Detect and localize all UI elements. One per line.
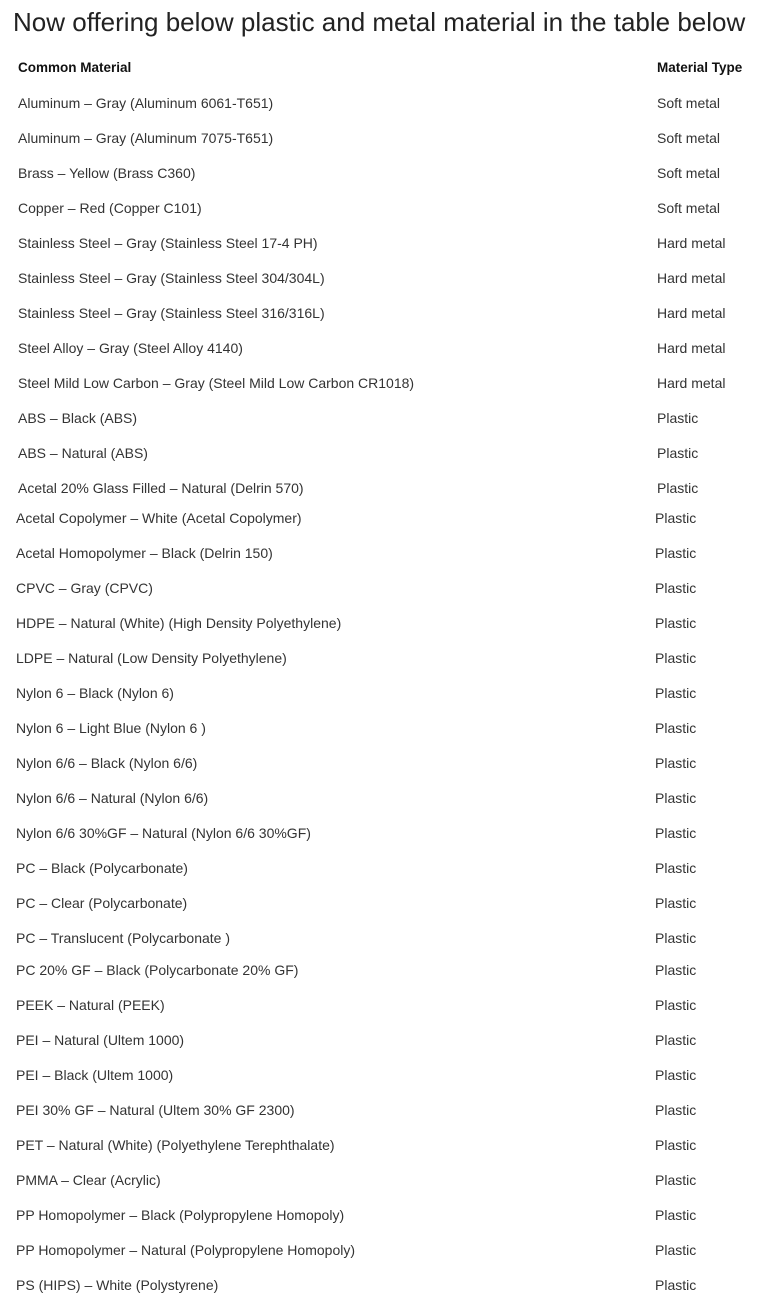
- material-name-cell: Nylon 6/6 – Natural (Nylon 6/6): [16, 790, 209, 806]
- material-type-cell: Plastic: [655, 1207, 697, 1223]
- table-row: [0, 476, 758, 500]
- table-row: [0, 611, 758, 635]
- table-row: [0, 506, 758, 530]
- material-type-cell: Plastic: [655, 825, 697, 841]
- table-row: [0, 1133, 758, 1157]
- table-row: [0, 1168, 758, 1192]
- material-name-cell: Aluminum – Gray (Aluminum 6061-T651): [18, 95, 274, 111]
- material-type-cell: Plastic: [657, 480, 699, 496]
- material-type-cell: Plastic: [655, 755, 697, 771]
- material-name-cell: CPVC – Gray (CPVC): [16, 580, 153, 596]
- material-name-cell: Stainless Steel – Gray (Stainless Steel 316/316L): [18, 305, 325, 321]
- material-name-cell: Acetal Copolymer – White (Acetal Copolymer): [16, 510, 302, 526]
- table-row: [0, 1203, 758, 1227]
- material-type-cell: Soft metal: [657, 200, 721, 216]
- material-type-cell: Plastic: [655, 1172, 697, 1188]
- table-row: [0, 1063, 758, 1087]
- material-type-cell: Plastic: [655, 930, 697, 946]
- material-name-cell: ABS – Natural (ABS): [18, 445, 148, 461]
- table-row: [0, 196, 758, 220]
- table-row: [0, 856, 758, 880]
- material-name-cell: PP Homopolymer – Black (Polypropylene Homopoly): [16, 1207, 345, 1223]
- material-name-cell: PS (HIPS) – White (Polystyrene): [16, 1277, 219, 1293]
- table-header: [0, 56, 758, 80]
- table-row: [0, 231, 758, 255]
- material-type-cell: Hard metal: [657, 340, 726, 356]
- material-name-cell: PET – Natural (White) (Polyethylene Terephthalate): [16, 1137, 335, 1153]
- table-row: [0, 716, 758, 740]
- material-name-cell: Nylon 6 – Black (Nylon 6): [16, 685, 174, 701]
- material-name-cell: Acetal Homopolymer – Black (Delrin 150): [16, 545, 273, 561]
- material-type-cell: Plastic: [655, 1032, 697, 1048]
- table-row: [0, 891, 758, 915]
- material-name-cell: PEEK – Natural (PEEK): [16, 997, 165, 1013]
- material-type-cell: Hard metal: [657, 270, 726, 286]
- table-row: [0, 751, 758, 775]
- table-row: [0, 646, 758, 670]
- material-name-cell: Nylon 6 – Light Blue (Nylon 6 ): [16, 720, 206, 736]
- material-type-cell: Plastic: [655, 720, 697, 736]
- header-material-type: Material Type: [657, 60, 743, 75]
- table-row: [0, 1273, 758, 1297]
- table-row: [0, 126, 758, 150]
- table-row: [0, 301, 758, 325]
- material-type-cell: Plastic: [655, 1102, 697, 1118]
- material-type-cell: Hard metal: [657, 305, 726, 321]
- material-name-cell: LDPE – Natural (Low Density Polyethylene): [16, 650, 287, 666]
- material-type-cell: Plastic: [655, 790, 697, 806]
- material-type-cell: Plastic: [657, 410, 699, 426]
- page-title: Now offering below plastic and metal material in the table below: [13, 7, 746, 37]
- table-row: [0, 266, 758, 290]
- material-type-cell: Soft metal: [657, 165, 721, 181]
- material-type-cell: Plastic: [655, 615, 697, 631]
- table-row: [0, 958, 758, 982]
- material-name-cell: Steel Alloy – Gray (Steel Alloy 4140): [18, 340, 243, 356]
- material-name-cell: PMMA – Clear (Acrylic): [16, 1172, 161, 1188]
- material-type-cell: Plastic: [655, 860, 697, 876]
- table-row: [0, 1098, 758, 1122]
- material-type-cell: Hard metal: [657, 235, 726, 251]
- material-name-cell: Stainless Steel – Gray (Stainless Steel 17-4 PH): [18, 235, 318, 251]
- material-name-cell: Nylon 6/6 30%GF – Natural (Nylon 6/6 30%GF): [16, 825, 311, 841]
- table-row: [0, 161, 758, 185]
- material-type-cell: Plastic: [655, 1137, 697, 1153]
- material-type-cell: Soft metal: [657, 130, 721, 146]
- table-row: [0, 441, 758, 465]
- material-name-cell: PC 20% GF – Black (Polycarbonate 20% GF): [16, 962, 299, 978]
- material-type-cell: Plastic: [655, 580, 697, 596]
- material-type-cell: Plastic: [655, 650, 697, 666]
- material-name-cell: Copper – Red (Copper C101): [18, 200, 202, 216]
- material-name-cell: Acetal 20% Glass Filled – Natural (Delrin 570): [18, 480, 304, 496]
- material-type-cell: Soft metal: [657, 95, 721, 111]
- material-type-cell: Plastic: [655, 962, 697, 978]
- table-row: [0, 336, 758, 360]
- table-row: [0, 821, 758, 845]
- table-row: [0, 1028, 758, 1052]
- material-type-cell: Plastic: [655, 1067, 697, 1083]
- table-row: [0, 993, 758, 1017]
- material-name-cell: PC – Translucent (Polycarbonate ): [16, 930, 230, 946]
- material-name-cell: ABS – Black (ABS): [18, 410, 138, 426]
- material-name-cell: PEI – Natural (Ultem 1000): [16, 1032, 185, 1048]
- material-name-cell: Stainless Steel – Gray (Stainless Steel 304/304L): [18, 270, 325, 286]
- material-name-cell: Brass – Yellow (Brass C360): [18, 165, 196, 181]
- material-type-cell: Plastic: [655, 1277, 697, 1293]
- material-name-cell: Nylon 6/6 – Black (Nylon 6/6): [16, 755, 198, 771]
- material-name-cell: PP Homopolymer – Natural (Polypropylene Homopoly): [16, 1242, 356, 1258]
- material-type-cell: Plastic: [655, 997, 697, 1013]
- material-name-cell: PC – Clear (Polycarbonate): [16, 895, 188, 911]
- material-name-cell: PC – Black (Polycarbonate): [16, 860, 188, 876]
- header-common-material: Common Material: [18, 60, 132, 75]
- table-row: [0, 406, 758, 430]
- material-type-cell: Plastic: [657, 445, 699, 461]
- material-name-cell: Steel Mild Low Carbon – Gray (Steel Mild Low Carbon CR1018): [18, 375, 415, 391]
- table-row: [0, 1238, 758, 1262]
- material-name-cell: PEI – Black (Ultem 1000): [16, 1067, 174, 1083]
- table-row: [0, 541, 758, 565]
- table-row: [0, 576, 758, 600]
- material-name-cell: PEI 30% GF – Natural (Ultem 30% GF 2300): [16, 1102, 295, 1118]
- table-row: [0, 786, 758, 810]
- material-type-cell: Plastic: [655, 510, 697, 526]
- material-type-cell: Plastic: [655, 545, 697, 561]
- table-row: [0, 681, 758, 705]
- table-row: [0, 91, 758, 115]
- material-type-cell: Plastic: [655, 685, 697, 701]
- table-row: [0, 926, 758, 950]
- table-row: [0, 371, 758, 395]
- material-type-cell: Plastic: [655, 1242, 697, 1258]
- material-name-cell: Aluminum – Gray (Aluminum 7075-T651): [18, 130, 274, 146]
- material-type-cell: Hard metal: [657, 375, 726, 391]
- material-type-cell: Plastic: [655, 895, 697, 911]
- material-name-cell: HDPE – Natural (White) (High Density Polyethylene): [16, 615, 342, 631]
